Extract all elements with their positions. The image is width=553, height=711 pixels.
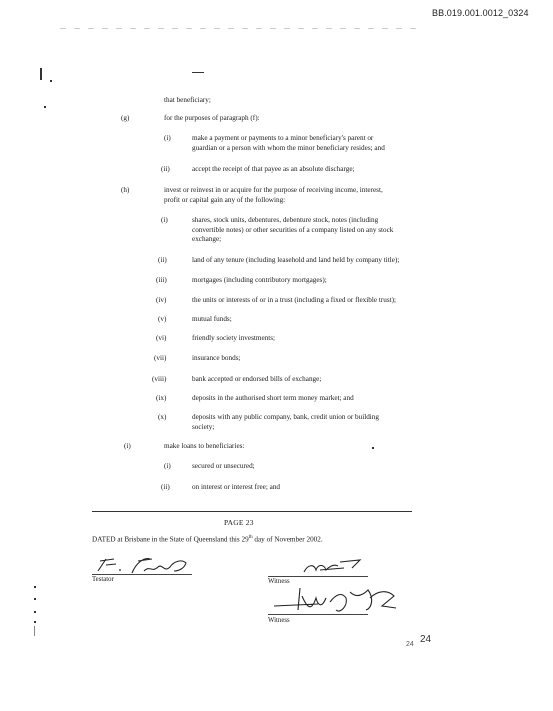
- clause-h-vi-text: friendly society investments;: [192, 334, 276, 342]
- clause-h-ix-label: (ix): [156, 394, 167, 402]
- scan-dot: [34, 611, 36, 613]
- scan-dot: [34, 586, 36, 588]
- scan-tick: [40, 68, 42, 80]
- scan-dot: [44, 106, 46, 108]
- clause-h-text: invest or reinvest in or acquire for the purpose of receiving income, interest, profit or capital gain any of the following:: [164, 186, 383, 204]
- clause-h-v-label: (v): [158, 315, 167, 323]
- clause-h-x-text: deposits with any public company, bank, credit union or building society;: [192, 413, 379, 431]
- scan-dash: [192, 72, 204, 73]
- continuation-text: that beneficiary;: [164, 96, 211, 104]
- scan-dot: [372, 447, 374, 449]
- page-number: 24: [420, 634, 432, 645]
- page-number-small: 24: [406, 641, 414, 648]
- clause-h-vi-label: (vi): [156, 334, 167, 342]
- clause-h-iv-label: (iv): [156, 296, 167, 304]
- clause-h-iv-text: the units or interests of or in a trust (including a fixed or flexible trust);: [192, 296, 396, 304]
- clause-h-ix-text: deposits in the authorised short term money market; and: [192, 394, 354, 402]
- scan-artifact: [60, 28, 420, 29]
- scan-artifact: [34, 626, 35, 636]
- clause-g-ii-label: (ii): [161, 165, 170, 173]
- scan-dot: [34, 621, 36, 623]
- clause-h-x-label: (x): [158, 413, 167, 421]
- scan-dot: [34, 598, 36, 600]
- clause-i-ii-label: (ii): [161, 483, 170, 491]
- clause-i-text: make loans to beneficiaries:: [164, 442, 245, 450]
- witness-1-label: Witness: [268, 578, 290, 585]
- clause-h-v-text: mutual funds;: [192, 315, 232, 323]
- clause-h-ii-text: land of any tenure (including leasehold and land held by company title);: [192, 256, 400, 264]
- clause-h-iii-label: (iii): [156, 276, 167, 284]
- clause-i-i-label: (i): [164, 462, 171, 470]
- clause-h-i-label: (i): [161, 216, 168, 224]
- clause-g-i-label: (i): [164, 134, 171, 142]
- clause-i-ii-text: on interest or interest free; and: [192, 483, 281, 491]
- page-label: PAGE 23: [224, 518, 254, 527]
- witness-2-line: [268, 614, 368, 615]
- clause-g-label: (g): [121, 114, 130, 122]
- witness-1-line: [268, 576, 368, 577]
- document-id: BB.019.001.0012_0324: [432, 8, 529, 18]
- clause-h-vii-text: insurance bonds;: [192, 354, 241, 362]
- clause-h-i-text: shares, stock units, debentures, debenture stock, notes (including convertible notes) or other securities of a company listed on any stock exchange;: [192, 216, 394, 244]
- clause-h-iii-text: mortgages (including contributory mortgages);: [192, 276, 327, 284]
- clause-h-viii-label: (viii): [152, 375, 167, 383]
- dated-line: DATED at Brisbane in the State of Queensland this 29th day of November 2002.: [92, 535, 323, 544]
- witness-2-label: Witness: [268, 617, 290, 624]
- clause-i-label: (i): [124, 442, 131, 450]
- clause-h-ii-label: (ii): [158, 256, 167, 264]
- clause-h-label: (h): [121, 186, 130, 194]
- testator-signature-line: [92, 574, 192, 575]
- witness-1-signature: [300, 558, 370, 578]
- clause-g-i-text: make a payment or payments to a minor beneficiary's parent or guardian or a person with whom the minor beneficiary resides; and: [192, 134, 385, 152]
- clause-h-viii-text: bank accepted or endorsed bills of exchange;: [192, 375, 322, 383]
- clause-i-i-text: secured or unsecured;: [192, 462, 255, 470]
- witness-2-signature: [270, 584, 410, 624]
- clause-g-text: for the purposes of paragraph (f):: [164, 114, 260, 122]
- clause-h-vii-label: (vii): [154, 354, 167, 362]
- footer-rule: [92, 511, 412, 512]
- clause-g-ii-text: accept the receipt of that payee as an absolute discharge;: [192, 165, 355, 173]
- scan-dot: [50, 80, 52, 82]
- testator-label: Testator: [92, 576, 114, 583]
